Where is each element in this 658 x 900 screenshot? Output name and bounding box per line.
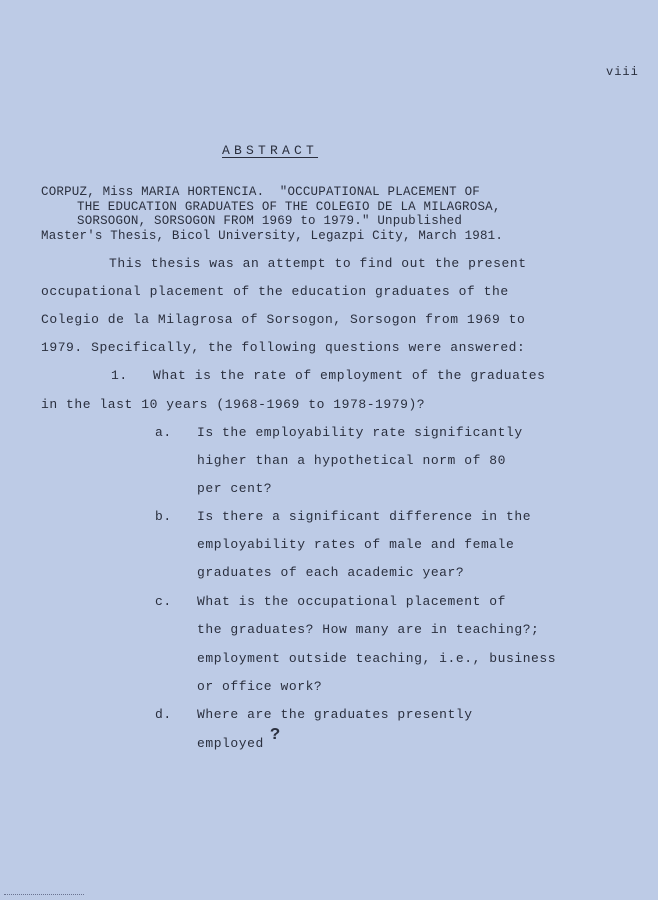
subquestion-line: Is there a significant difference in the — [197, 509, 532, 524]
subquestion-line: higher than a hypothetical norm of 80 — [197, 453, 506, 468]
subquestion-line: What is the occupational placement of — [197, 594, 506, 609]
subquestion-line: per cent? — [197, 481, 273, 496]
subquestion-line: graduates of each academic year? — [197, 565, 465, 580]
page-number: viii — [606, 65, 639, 79]
intro-line: occupational placement of the education graduates of the — [41, 284, 509, 299]
scan-footer-mark — [4, 894, 84, 898]
citation-line: SORSOGON, SORSOGON FROM 1969 to 1979." Unpublished — [77, 214, 463, 228]
citation-line: CORPUZ, Miss MARIA HORTENCIA. "OCCUPATIONAL PLACEMENT OF — [41, 185, 480, 199]
subquestion-line: employability rates of male and female — [197, 537, 515, 552]
citation-line: THE EDUCATION GRADUATES OF THE COLEGIO DE LA MILAGROSA, — [77, 200, 501, 214]
subquestion-line: employed — [197, 736, 264, 751]
abstract-title: ABSTRACT — [222, 143, 319, 158]
subquestion-line: or office work? — [197, 679, 323, 694]
subquestion-line: the graduates? How many are in teaching?; — [197, 622, 540, 637]
intro-line: 1979. Specifically, the following questions were answered: — [41, 340, 526, 355]
question-line: What is the rate of employment of the graduates — [153, 368, 546, 383]
handwritten-question-mark: ? — [270, 726, 281, 745]
intro-line: This thesis was an attempt to find out the present — [109, 256, 527, 271]
subquestion-line: Is the employability rate significantly — [197, 425, 523, 440]
subquestion-letter: a. — [155, 425, 172, 440]
citation-line: Master's Thesis, Bicol University, Legazpi City, March 1981. — [41, 229, 504, 243]
subquestion-letter: b. — [155, 509, 172, 524]
subquestion-line: employment outside teaching, i.e., business — [197, 651, 557, 666]
question-number: 1. — [111, 368, 128, 383]
subquestion-line: Where are the graduates presently — [197, 707, 473, 722]
question-line: in the last 10 years (1968-1969 to 1978-1979)? — [41, 397, 426, 412]
intro-line: Colegio de la Milagrosa of Sorsogon, Sorsogon from 1969 to — [41, 312, 526, 327]
subquestion-letter: d. — [155, 707, 172, 722]
subquestion-letter: c. — [155, 594, 172, 609]
